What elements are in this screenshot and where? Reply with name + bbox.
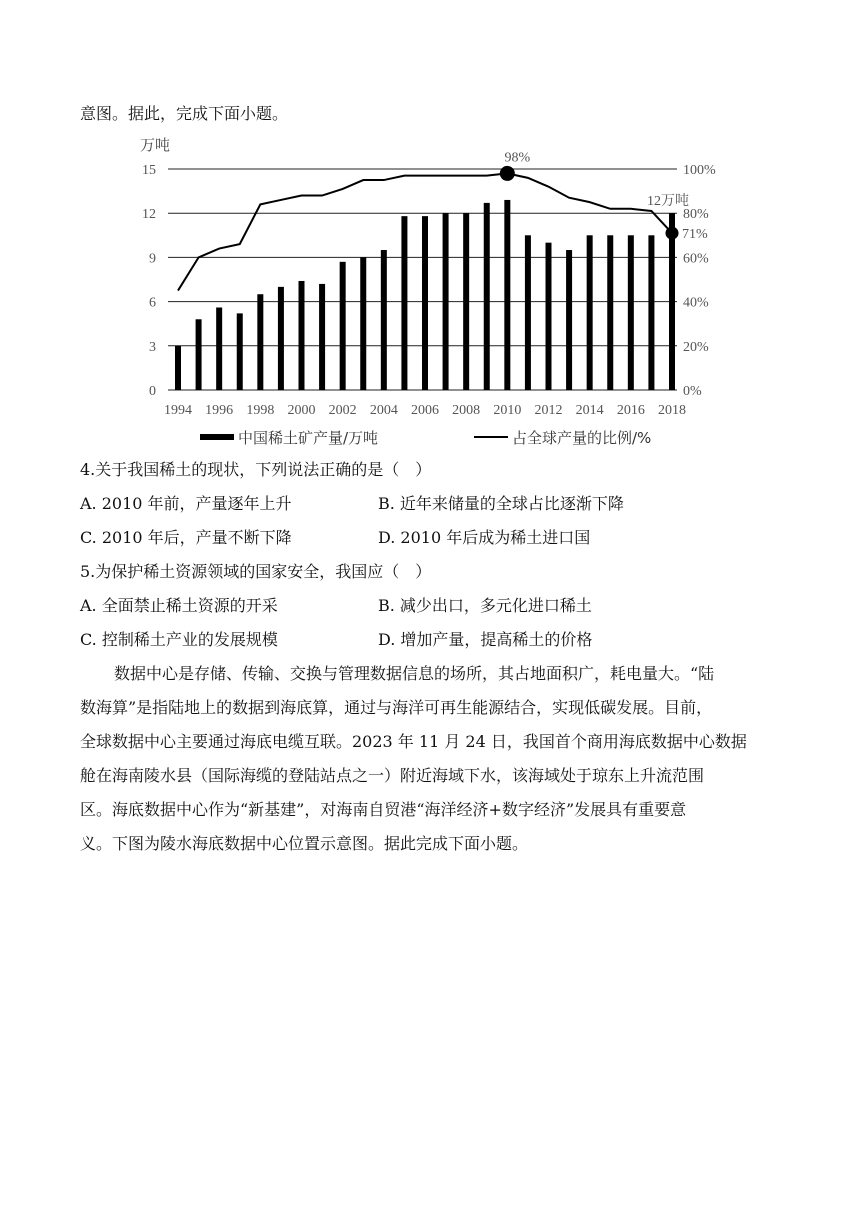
bar <box>525 235 531 390</box>
right-tick-label: 0% <box>683 384 702 399</box>
bar <box>587 235 593 390</box>
legend-line-label: 占全球产量的比例/% <box>512 429 652 447</box>
x-tick-label: 2018 <box>658 403 686 418</box>
bar <box>566 250 572 390</box>
x-tick-label: 1998 <box>246 403 275 418</box>
x-tick-label: 2016 <box>616 403 645 418</box>
x-tick-label: 2002 <box>328 403 357 418</box>
rare-earth-chart <box>130 132 740 452</box>
right-tick-label: 80% <box>683 207 709 223</box>
annotation-label: 98% <box>504 150 531 166</box>
x-tick-label: 2000 <box>287 403 316 418</box>
bar <box>669 213 675 390</box>
annotation-label: 71% <box>682 227 708 243</box>
bar <box>196 319 202 390</box>
bar <box>299 281 305 390</box>
left-axis-unit: 万吨 <box>140 138 171 154</box>
bar <box>360 257 366 390</box>
bar <box>484 203 490 390</box>
x-tick-label: 2004 <box>369 403 398 418</box>
x-tick-label: 1994 <box>164 403 192 418</box>
q4-option-a[interactable]: A. 2010 年前，产量逐年上升 <box>80 494 292 513</box>
passage-line-1: 数据中心是存储、传输、交换与管理数据信息的场所，其占地面积广，耗电量大。“陆 <box>114 664 715 683</box>
passage-line-4: 舱在海南陵水县（国际海缆的登陆站点之一）附近海域下水，该海域处于琼东上升流范围 <box>80 766 705 785</box>
bar <box>607 235 613 390</box>
bar <box>463 213 469 390</box>
bar <box>422 216 428 390</box>
left-tick-label: 15 <box>142 163 156 178</box>
x-tick-label: 1996 <box>205 403 234 418</box>
q5-option-a[interactable]: A. 全面禁止稀土资源的开采 <box>80 596 278 615</box>
passage-line-2: 数海算”是指陆地上的数据到海底算，通过与海洋可再生能源结合，实现低碳发展。目前， <box>80 698 713 717</box>
bar <box>648 235 654 390</box>
q4-option-b[interactable]: B. 近年来储量的全球占比逐渐下降 <box>378 494 624 513</box>
bar <box>628 235 634 390</box>
bar <box>381 250 387 390</box>
bar <box>237 313 243 390</box>
q4-option-d[interactable]: D. 2010 年后成为稀土进口国 <box>378 528 591 547</box>
bar <box>257 294 263 390</box>
bar <box>546 243 552 390</box>
q5-option-c[interactable]: C. 控制稀土产业的发展规模 <box>80 630 278 649</box>
left-tick-label: 3 <box>149 339 156 355</box>
bar <box>401 216 407 390</box>
legend-bar-label: 中国稀土矿产量/万吨 <box>238 429 379 447</box>
passage-line-5: 区。海底数据中心作为“新基建”，对海南自贸港“海洋经济+数字经济”发展具有重要意 <box>80 800 687 819</box>
bar <box>278 287 284 390</box>
left-tick-label: 0 <box>149 384 156 399</box>
left-tick-label: 6 <box>149 295 156 311</box>
right-tick-label: 20% <box>683 339 709 355</box>
bar <box>175 346 181 390</box>
intro-text: 意图。据此，完成下面小题。 <box>80 104 289 123</box>
x-tick-label: 2008 <box>452 403 481 418</box>
annotation-label: 12万吨 <box>647 194 689 210</box>
x-tick-label: 2012 <box>534 403 563 418</box>
x-tick-label: 2014 <box>575 403 604 418</box>
bar <box>216 307 222 390</box>
bar <box>443 213 449 390</box>
annotation-marker <box>500 166 515 181</box>
q4-option-c[interactable]: C. 2010 年后，产量不断下降 <box>80 528 292 547</box>
q5-option-b[interactable]: B. 减少出口，多元化进口稀土 <box>378 596 592 615</box>
left-tick-label: 12 <box>142 207 156 223</box>
x-tick-label: 2006 <box>411 403 439 418</box>
right-tick-label: 100% <box>683 163 716 178</box>
bar <box>319 284 325 390</box>
question-4-stem: 4.关于我国稀土的现状，下列说法正确的是（ ） <box>80 460 432 479</box>
x-tick-label: 2010 <box>493 403 522 418</box>
q5-option-d[interactable]: D. 增加产量，提高稀土的价格 <box>378 630 593 649</box>
bar <box>504 200 510 390</box>
passage-line-6: 义。下图为陵水海底数据中心位置示意图。据此完成下面小题。 <box>80 834 529 853</box>
question-5-stem: 5.为保护稀土资源领域的国家安全，我国应（ ） <box>80 562 432 581</box>
annotation-marker <box>666 227 679 240</box>
right-tick-label: 40% <box>683 295 709 311</box>
right-tick-label: 60% <box>683 251 709 267</box>
bar <box>340 262 346 390</box>
left-tick-label: 9 <box>149 251 156 267</box>
passage-line-3: 全球数据中心主要通过海底电缆互联。2023 年 11 月 24 日，我国首个商用海底数据中心数据 <box>80 732 747 751</box>
legend-bar-swatch <box>200 434 234 440</box>
